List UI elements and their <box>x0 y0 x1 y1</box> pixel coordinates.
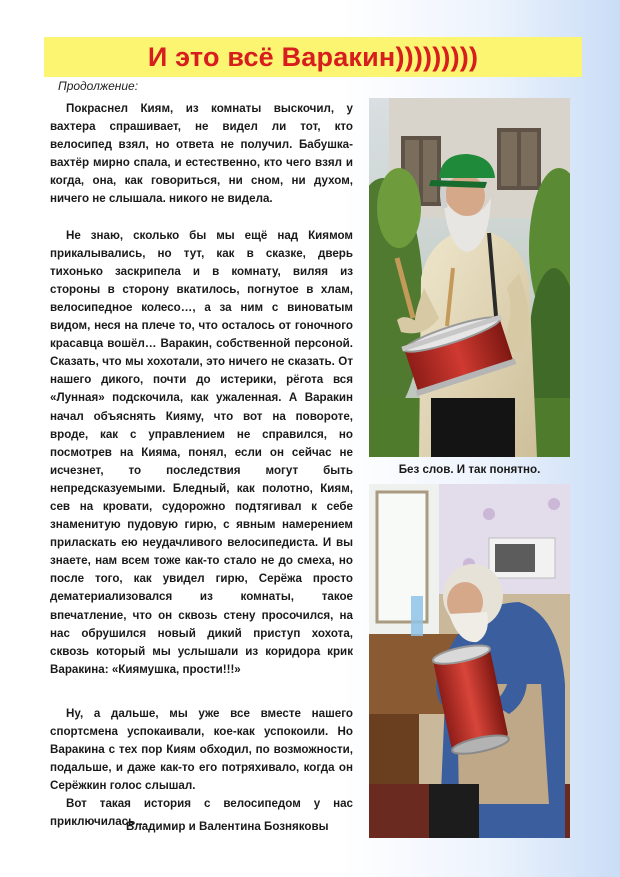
page-title: И это всё Варакин))))))))) <box>147 41 479 72</box>
photo-drummer-indoors <box>369 484 570 838</box>
author-signature: Владимир и Валентина Бозняковы <box>126 820 329 833</box>
article-paragraph: Ну, а дальше, мы уже все вместе нашего спортсмена успокаивали, кое-как успокоили. Но Варакина с тех пор Киям обходил, по возможности, подальше, и даже как-то его потряхивало, когда он Серёжкин голос слышал. <box>50 706 353 793</box>
photo-caption: Без слов. И так понятно. <box>398 463 541 476</box>
continuation-label: Продолжение: <box>58 79 139 93</box>
article-body <box>50 100 353 832</box>
title-banner <box>44 37 582 77</box>
article-paragraph: Покраснел Киям, из комнаты выскочил, у вахтера спрашивает, не видел ли тот, кто велосипед взял, но ответа не получил. Бабушка-вахтёр мирно спала, и естественно, кто чего взял и когда, она, как говориться, ни сном, ни духом, ничего не слышала. никого не видела. <box>50 102 353 206</box>
photo-drummer-outdoors <box>369 98 570 457</box>
article-paragraph: Вот такая история с велосипедом у нас приключилась… <box>50 797 353 829</box>
article-paragraph: Не знаю, сколько бы мы ещё над Киямом прикалывались, но тут, как в сказке, дверь тихонько заскрипела и в комнату, виляя из стороны в сторону вкатилось, погнутое в хлам, велосипедное колесо…, а за ним с виноватым видом, неся на плече то, что осталось от гоночного красавца вошёл… Варакин, собственной персоной. Сказать, что мы хохотали, это ничего не сказать. От нашего дикого, почти до истерики, рёгота вся «Лунная» подскочила, как ужаленная. А Варакин начал объяснять Кияму, что вот на повороте, вроде, как с управлением не справился, но посмотрев на Кияма, понял, если он сейчас не исчезнет, то последствия могут быть непредсказуемыми. Бледный, как полотно, Киям, сев на кровати, судорожно подтягивал к себе знаменитую пудовую гирю, с явным намерением приласкать ею неудачливого велосипедиста. И вы знаете, нам всем тоже как-то стало не до смеха, но после того, как увидел гирю, Серёжа просто дематериализовался из комнаты, такое впечатление, что он сквозь стену просочился, на нас обрушился новый дикий приступ хохота, сквозь который мы услышали из коридора крик Варакина: «Киямушка, прости!!!» <box>50 228 353 676</box>
